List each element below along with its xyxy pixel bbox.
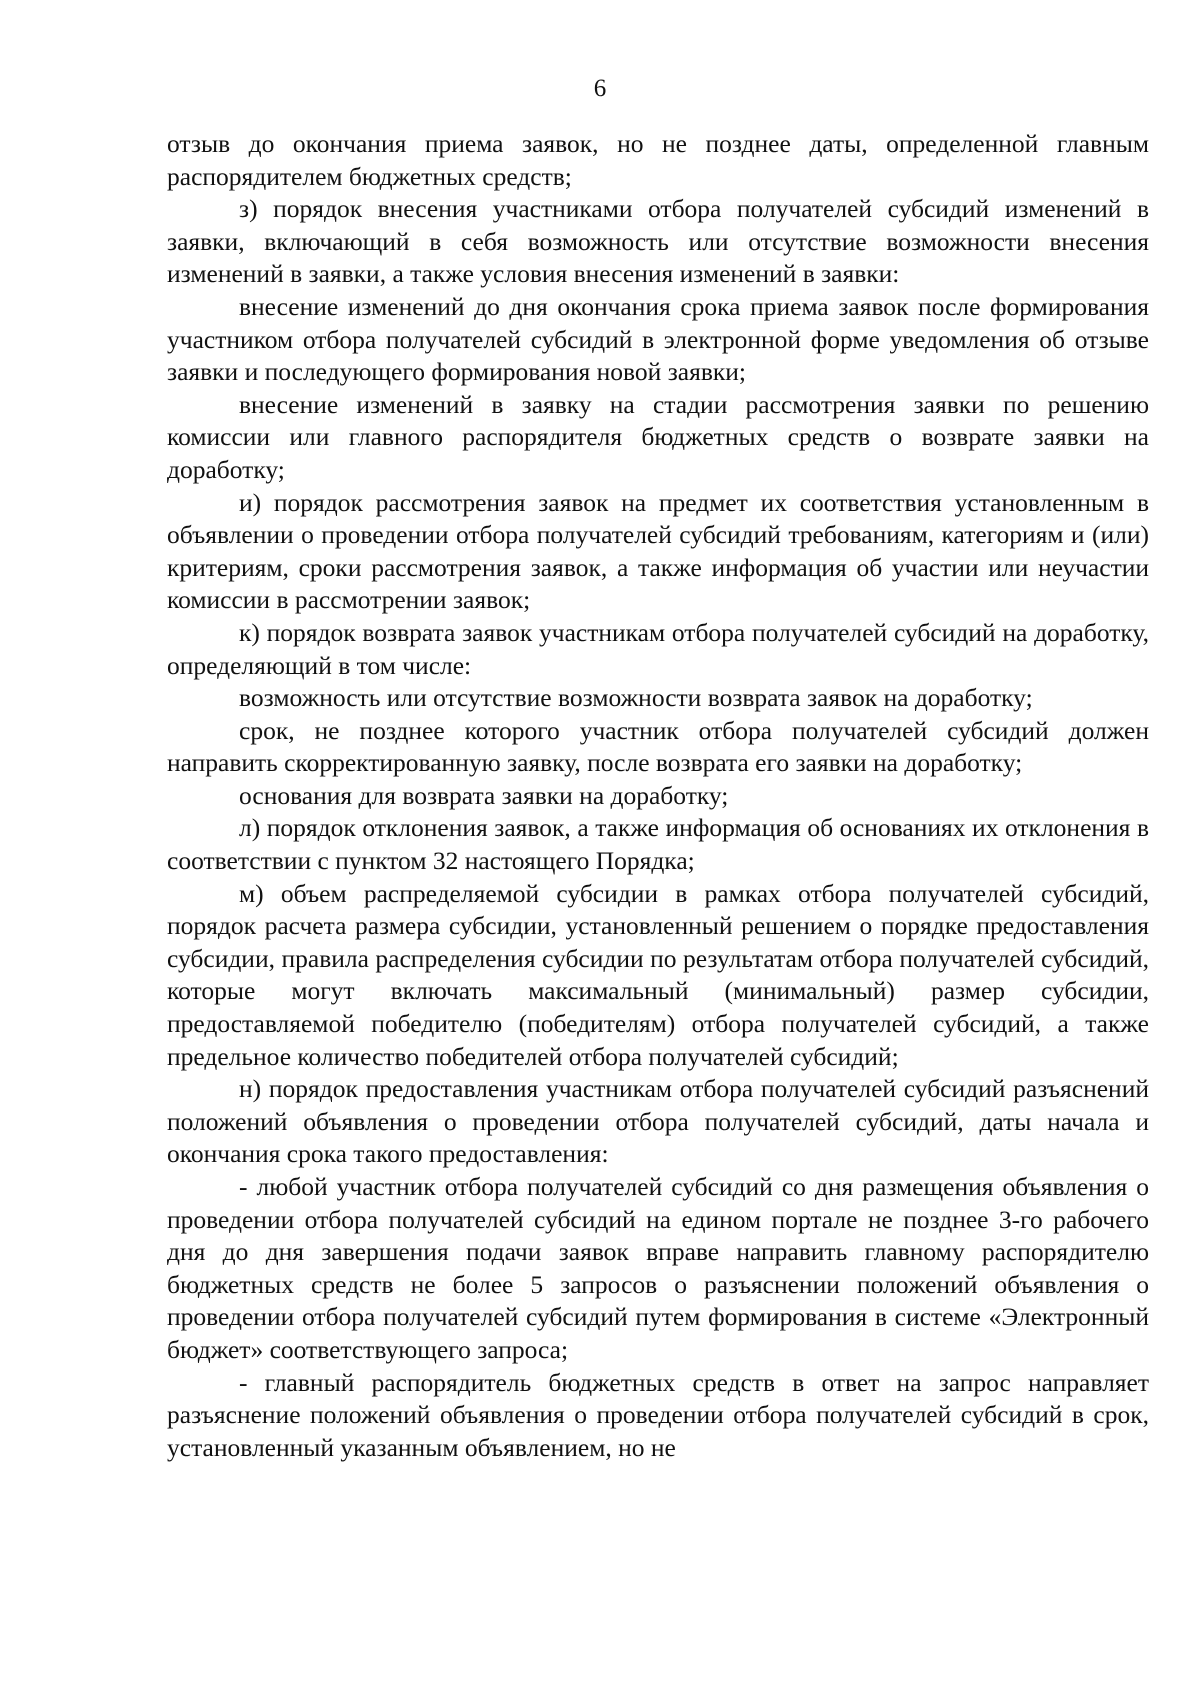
paragraph-dash-item: - любой участник отбора получателей субсидий со дня размещения объявления о проведении отбора получателей субсидий на едином портале не позднее 3-го рабочего дня до дня завершения подачи заявок вправе направить главному распорядителю бюджетных средств не более 5 запросов о разъяснении положений объявления о проведении отбора получателей субсидий путем формирования в системе «Электронный бюджет» соответствующего запроса; <box>167 1172 1149 1364</box>
paragraph-item-n: н) порядок предоставления участникам отбора получателей субсидий разъяснений положений объявления о проведении отбора получателей субсидий, даты начала и окончания срока такого предоставления: <box>167 1074 1149 1169</box>
paragraph: возможность или отсутствие возможности возврата заявок на доработку; <box>239 683 1033 713</box>
paragraph-item-k: к) порядок возврата заявок участникам отбора получателей субсидий на доработку, определяющий в том числе: <box>167 617 1149 680</box>
paragraph: основания для возврата заявки на доработку; <box>239 780 729 810</box>
paragraph: внесение изменений до дня окончания срока приема заявок после формирования участником отбора получателей субсидий в электронной форме уведомления об отзыве заявки и последующего формирования новой заявки; <box>167 291 1149 387</box>
paragraph-item-l: л) порядок отклонения заявок, а также информация об основаниях их отклонения в соответствии с пунктом 32 настоящего Порядка; <box>167 813 1149 876</box>
page-number: 6 <box>593 75 607 102</box>
paragraph-item-i: и) порядок рассмотрения заявок на предмет их соответствия установленным в объявлении о проведении отбора получателей субсидий требованиям, категориям и (или) критериям, сроки рассмотрения заявок, а также информация об участии или неучастии комиссии в рассмотрении заявок; <box>167 487 1149 615</box>
paragraph-continuation: отзыв до окончания приема заявок, но не позднее даты, определенной главным распорядителем бюджетных средств; <box>167 129 1149 191</box>
paragraph-item-m: м) объем распределяемой субсидии в рамках отбора получателей субсидий, порядок расчета размера субсидии, установленный решением о порядке предоставления субсидии, правила распределения субсидии по результатам отбора получателей субсидий, которые могут включать максимальный (минимальный) размер субсидии, предоставляемой победителю (победителям) отбора получателей субсидий, а также предельное количество победителей отбора получателей субсидий; <box>167 878 1149 1071</box>
paragraph-item-z: з) порядок внесения участниками отбора получателей субсидий изменений в заявки, включающий в себя возможность или отсутствие возможности внесения изменений в заявки, а также условия внесения изменений в заявки: <box>167 194 1149 289</box>
document-body <box>167 128 1149 1464</box>
paragraph: срок, не позднее которого участник отбора получателей субсидий должен направить скорректированную заявку, после возврата его заявки на доработку; <box>167 715 1149 778</box>
paragraph-dash-item: - главный распорядитель бюджетных средств в ответ на запрос направляет разъяснение положений объявления о проведении отбора получателей субсидий в срок, установленный указанным объявлением, но не <box>167 1367 1149 1462</box>
paragraph: внесение изменений в заявку на стадии рассмотрения заявки по решению комиссии или главного распорядителя бюджетных средств о возврате заявки на доработку; <box>167 389 1149 484</box>
